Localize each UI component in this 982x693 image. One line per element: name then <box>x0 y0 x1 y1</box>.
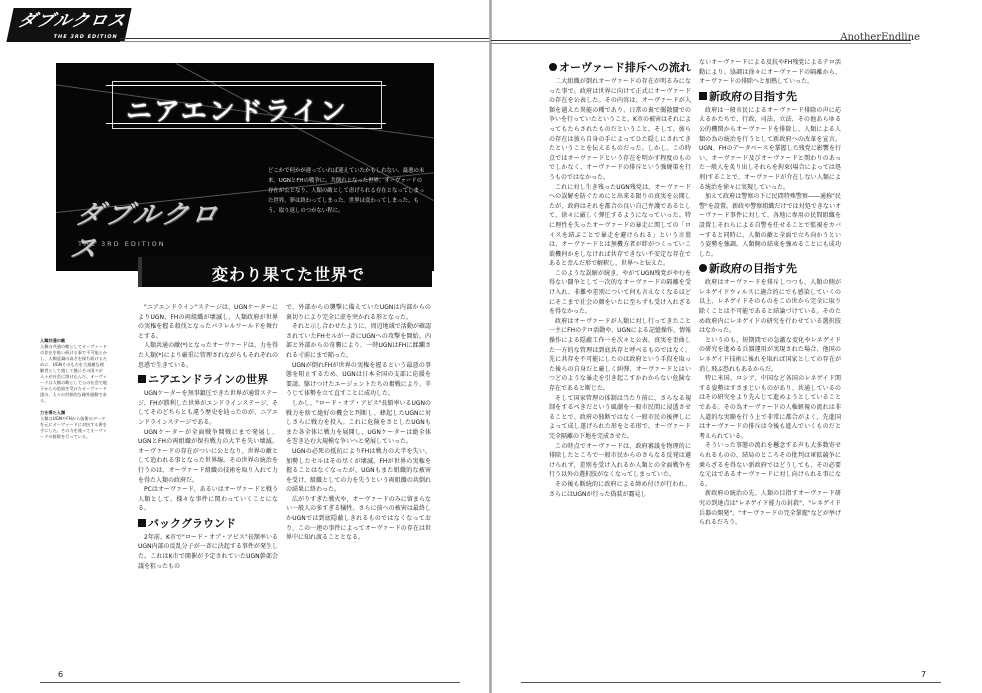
paragraph: 2年前、K市で"ロード・オブ・アビス"長額率いるUGN内部の反乱分子が一斉に決起する事件が発生した。これはK市で開催が予定されていたUGN幹部会議を狙ったもの <box>138 533 278 570</box>
header-rule-secondary <box>491 43 911 44</box>
side-note-text: 人類の共通の敵としてオーヴァードの存在を扱い続ける事で不可能とかし、人類意識の高さを保ち続けるために、UGNそのものを大規模な理解者として遇して後にその国々が人々が社会に溶け込んだ。オーヴァードは人類の敵として公の社会で地下からの追放を受けたオーヴァード達の、人々の世界的な疎外運動である。 <box>40 344 108 403</box>
section-heading-text: オーヴァード排斥への流れ <box>559 61 691 74</box>
paragraph: 特に米国、ロシア、中国など各国のレネゲイド関する姿勢はすさまじいものがあり、共通しているのはその研究をより先んじて進めようとしていることである。その為オーヴァードの人権軽視の流れは非人道的な実験を行う上で非常に都合がよく、先進国はオーヴァードの排斥は今後も進んでいくものだと考えられている。 <box>699 375 841 440</box>
paragraph: この時点でオーヴァードは、政府審議を物理的に排除したところで一般市民からのさらなる反発は避けられず、差別を受け入れるか人類との全面戦争を行う以外の選択肢がなくなってしまっていた。 <box>549 442 691 479</box>
paragraph: その後も断続的に政府による締め付けが行われ、さらにはUGNが行った偽装が露見し <box>549 480 691 498</box>
square-bullet-icon <box>699 92 707 100</box>
side-note-heading: 力を得た人類 <box>40 410 66 415</box>
section-heading-text: ニアエンドラインの世界 <box>148 373 269 387</box>
header-logo <box>6 8 131 42</box>
section-heading-text: 新政府の目指す先 <box>709 262 797 276</box>
paragraph: PCはオーヴァード、あるいはオーヴァードと戦う人類として、様々な事件に関わっていくことになる。 <box>138 486 278 513</box>
right-page <box>491 0 982 693</box>
paragraph: そういった事態の流れを懸念する声も大多数寄せられるものの、結局のところその批判は軍拡競争に乗らざるを得ない新政府ではどうしても、その必要な元はであるオーヴァードに対し向けられる事になる。 <box>699 442 841 488</box>
paragraph: 政府は一般市民によるオーヴァード排除の声に応えるかたちで、行政、司法、立法、その他あらゆる公的機関からオーヴァードを排除し、人類による人類の為の統治を行うとして新政府への改革を宣言。UGN、FHのデータベースを掌握した残党に影響を行い、オーヴァード及びオーヴァードと関わりのあった一般人を炙り出しそれらを拘束(場合によっては処刑)することで、オーヴァードが介在しない人類による統治を徐々に実現していった。 <box>699 106 841 191</box>
hero-panel <box>56 63 434 271</box>
paragraph: 加えて政府は警察の下に民間特殊警察――通称"民警"を設置。新政や警察組織だけでは対処できないオーヴァード事件に対して、各地に専用の民間組織を設置しそれらによる自警を任せることで監視をカバーすると同時に、人類の敵と全面で立ち向かうという姿勢を強調。人類側の結束を強めることにも成功した。 <box>699 193 841 258</box>
left-header <box>0 0 491 46</box>
section-heading <box>699 262 841 276</box>
paragraph: で、外部からの襲撃に備えていたUGNは内部からの裏切りにより完全に虚を突かれる形となった。 <box>286 304 431 321</box>
round-bullet-icon <box>549 63 557 71</box>
paragraph: "ニアエンドライン"ステージは、UGNケーターによりUGN、FHの両組織が壊滅し、人類政府が世界の実権を握る殺伐となったパラレルワールドを舞台とする。 <box>138 304 278 340</box>
page-title: ニアエンドライン <box>126 97 348 127</box>
section-banner-title: 変わり果てた世界で <box>212 265 366 284</box>
left-column-1 <box>138 303 278 681</box>
paragraph: ないオーヴァードによる反抗やFH残党によるテロ活動により、協調は徐々にオーヴァードの隔離から、オーヴァードの排除へと加熱していった。 <box>699 59 841 86</box>
side-note-text: 人類はUGNやFHから技術のデータを元にオーヴァードに対抗する術を手にした。その力を使ってオーヴァードの排除を行っている。 <box>40 416 107 439</box>
section-banner <box>138 257 432 287</box>
square-bullet-icon <box>138 519 146 527</box>
section-heading <box>138 517 278 531</box>
footer-rule <box>40 682 460 683</box>
paragraph: UGNの必死の抵抗によりFHは戦力の大半を失い、加勢したセルはその尽くが壊滅。FHが世界の実権を握ることはなくなったが、UGNもまた組織的な被害を受け、組織としての力を失うという両組織の共倒れの結果に終わった。 <box>286 447 431 494</box>
paragraph: そして国家管理の体制は当たり前に、さらなる規制をするべきだという風潮を一般市民間に浸透させることで、政府の独断ではなく一般市民の後押しによって成し遂げられた形をとる形で、オーヴァード完全隔離の下地を完成させた。 <box>549 394 691 440</box>
paragraph: 二大組織が倒れオーヴァードの存在が明るみになった事で、政府は世界に向けて正式にオーヴァードの存在を公表した。その内容は、オーヴァードが人類を越えた異能の種であり、日常の裏で闇散闘での争いを行っていたということ。K市の被害はそれによってもたらされたものだということ。そして、彼らの存在は彼ら自身の手によってひた隠しにされてきたということを伝えるものだった。しかし、この時点ではオーヴァードという存在を明かす程度のものでしかなく、オーヴァードの排斥という強硬策を行うものではなかった。 <box>549 78 691 181</box>
title-line <box>106 85 386 86</box>
section-heading <box>549 61 691 75</box>
header-rule-secondary <box>120 41 491 42</box>
paragraph: 広がりすぎた戦火や、オーヴァードのみに留まらない一般人の多すぎる犠牲。さらに前への被害は最終しかUGNでは到底隠蔽しきれるものではなくなっており、この一連の事件によってオーヴァードの存在は世界中に知れ渡ることとなる。 <box>286 495 431 542</box>
right-column-2 <box>699 58 841 683</box>
paragraph: これに対し生き残ったUGN残党は、オーヴァードへの誤解を防ぐためにと出来る限りの真実を公開したが、政府はそれを都合の良い自己弁護であるとして、徐々に厳しく弾圧するようになっていった。特に理性を失ったオーヴァードの暴走に関しての「ロイスを結ぶことで暴走を避けられる」という言葉は、オーヴァードとは無機方者が絆がつくっていこ欲機何かをしなければ共存できない不安定な存在であると歪んだ形で解釈し、世界へと伝えた。 <box>549 183 691 268</box>
section-heading-text: バックグラウンド <box>148 516 236 530</box>
right-column-1 <box>549 58 691 683</box>
page-number-left: 6 <box>58 670 64 679</box>
left-column-2 <box>286 303 431 681</box>
paragraph: 政府はオーヴァードを排斥しつつも、人類の側がレネゲイドウィルスに適合的にでも感染していくの以上、レネゲイドそのものをこの世から完全に取り除くことは不可能であると結論づけている。そのため政府内にレネゲイドの研究を行わせている選択肢はなかった。 <box>699 279 841 335</box>
series-title: AnotherEndline <box>840 32 920 43</box>
paragraph: 人類共通の敵(*)となったオーヴァードは、力を得た人類(*)により厳重に管理されながらもそれぞれの思惑で生きている。 <box>138 342 278 369</box>
header-rule <box>120 38 491 39</box>
paragraph: 政府はオーヴァードが人類に対し行ってきたこと一主にFHのテロ活動や、UGNによる記憶操作、情報操作による隠蔽工作一を次々と公表、真実を歪曲した一方的な管理は到底共存と呼べるものではなく、先に共存を不可能にしたのは政府という手段を取った後らの自身だと厳しく糾弾、オーヴァードとはいつどのような暴走を引き起こすかわからない危険な存在であると断じた。 <box>549 317 691 392</box>
paragraph: UGNケーターが全面戦争開戦にまで発展し、UGNとFHの両組織が保有戦力の大半を失い壊滅。オーヴァードの存在がついに公となり、世界の敵として追われる事となった世界線。その世界の統治を行うのは、オーヴァード組織の技術を取り入れて力を得た人類の政府だ。 <box>138 428 278 484</box>
page-number-right: 7 <box>921 670 927 679</box>
section-heading-text: 新政府の目指す先 <box>709 89 797 103</box>
header-logo-text: ダブルクロス <box>16 11 128 31</box>
section-heading <box>699 90 841 104</box>
side-note-heading: 人類共通の敵 <box>40 338 66 343</box>
square-bullet-icon <box>138 375 146 383</box>
paragraph: UGNケーターを無事鎮圧できた世界が通常ステージ、FHが勝利した世界がエンドラインステージ、そしてそのどちらとも違う歴史を辿ったのが、ニアエンドラインステージである。 <box>138 390 278 426</box>
paragraph: それと示し合わせたように、周辺地域で活動が確認されていたFHセルが一斉にUGNへの攻撃を開始。内部と外部からの奇襲により、一時UGNはFHに蹂躙される寸前にまで陥った。 <box>286 323 431 359</box>
intro-text: どこかで何かが違っていれば迎えていたかもしれない、最悪の未来。UGNとFHの戦争に、共倒れとなった世界。オーヴァードの存在が公となり、人類の敵として虐げられる存在となってしまった世界。夢は終わってしまった。世界は変わってしまった。もう、取り返しのつかない程に。 <box>268 168 425 214</box>
section-heading <box>138 373 278 387</box>
footer-rule <box>521 682 941 683</box>
paragraph: というのも、短期間での急激な変化やレネゲイドの研究を進める兵器運用が実現された場合、他国のレネゲイド技術に後れを取れば国家としての存在が消し飛ぶ恐れもあるからだ。 <box>699 336 841 373</box>
paragraph: UGNが倒れFHが世界の実権を握るという最悪の事態を阻止するため、UGNは日本全国の支部に応援を要請。駆けつけたエージェントたちの奮戦により、辛うじて体勢を立て直すことに成功した。 <box>286 361 431 398</box>
paragraph: 新政府の統治の先、人類の目指すオーヴァード研究の到達点は"レネゲイド能力の封殺"、"レネゲイド兵器の開発"、"オーヴァードの完全掌握"などが挙げられるだろう。 <box>699 490 841 527</box>
round-bullet-icon <box>699 264 707 272</box>
side-note <box>40 338 108 440</box>
header-logo-sub: THE 3RD EDITION <box>52 34 119 40</box>
hero-logo-sub: THE 3RD EDITION <box>78 240 166 248</box>
paragraph: このような誤解が続き、やがてUGN残党がやむを得ない闘争として一次的なオーヴァードの隔離を受け入れ、非難や差別について何も言えなくなるほどにそこまで社会の顔をいたに至らずも受け入れざるを得なかった。 <box>549 269 691 316</box>
paragraph: しかし、"ロード・オブ・アビス"長額率いるUGNの戦力を捨て絶好の機会と判断し、蜂起したUGNに対しさらに戦力を投入。これに危険をさとしたUGNもまた各全体に戦力を展開し、UGNケーターは総全体を巻き込む大規模な争いへと発展していった。 <box>286 399 431 446</box>
hero-logo: ダブルクロス <box>67 200 223 264</box>
right-header <box>491 0 982 46</box>
